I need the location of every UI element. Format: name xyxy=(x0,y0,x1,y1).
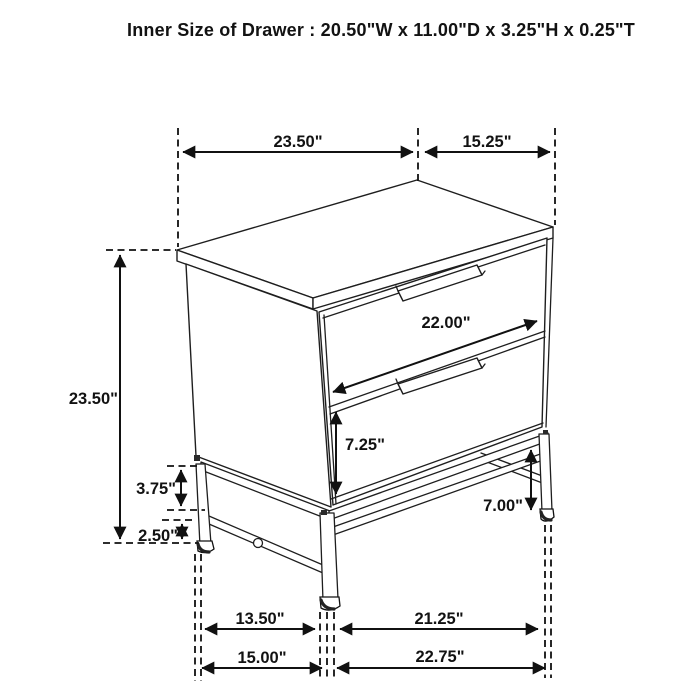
page-title: Inner Size of Drawer : 20.50"W x 11.00"D x 3.25"H x 0.25"T xyxy=(127,20,635,40)
dimension-label: 7.00" xyxy=(483,497,523,515)
stretcher-screw-hole xyxy=(254,539,263,548)
dimension-label: 3.75" xyxy=(136,480,176,498)
dimension-label: 23.50" xyxy=(68,390,118,408)
nightstand-drawing xyxy=(177,180,554,610)
right-leg xyxy=(539,434,552,512)
leg-feet xyxy=(197,509,554,610)
dimension-overall-height xyxy=(69,250,199,543)
dimension-top-depth xyxy=(425,133,550,152)
dimension-floor-side-depth xyxy=(337,648,545,668)
dimension-label: 2.50" xyxy=(138,527,178,545)
dimension-left-lower-gap xyxy=(138,520,196,545)
front-left-leg xyxy=(196,464,211,546)
dimension-label: 21.25" xyxy=(414,610,464,628)
dimension-label: 23.50" xyxy=(273,133,323,151)
dimension-top-width xyxy=(183,133,413,152)
rail-joint-left xyxy=(194,455,200,461)
left-lower-stretcher xyxy=(202,513,330,576)
right-corner-outer-edge xyxy=(546,238,553,427)
dimension-label: 7.25" xyxy=(345,436,385,454)
dimension-base-front-width xyxy=(205,610,315,629)
dimension-left-upper-gap xyxy=(136,466,205,510)
dimension-label: 15.25" xyxy=(462,133,512,151)
dimension-label: 22.00" xyxy=(421,314,471,332)
dimension-floor-front-width xyxy=(202,649,322,668)
dimension-label: 13.50" xyxy=(235,610,285,628)
rail-joint-center xyxy=(321,510,327,515)
dimension-label: 15.00" xyxy=(237,649,287,667)
dimension-base-side-depth xyxy=(340,610,538,629)
rail-joint-right xyxy=(543,430,548,434)
dimension-label: 22.75" xyxy=(415,648,465,666)
